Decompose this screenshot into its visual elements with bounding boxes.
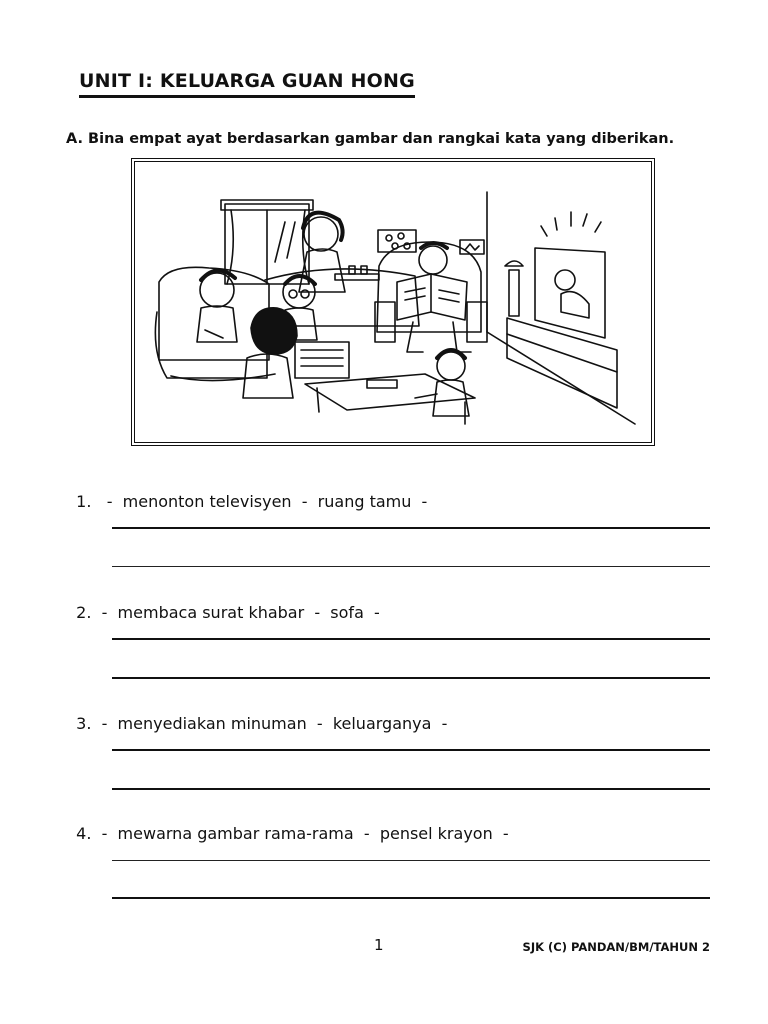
television bbox=[535, 212, 605, 338]
answer-line-2b[interactable] bbox=[112, 677, 710, 679]
question-4 bbox=[66, 805, 509, 843]
question-2-phrases: - membaca surat khabar - sofa - bbox=[101, 603, 380, 622]
question-4-number: 4. bbox=[76, 824, 92, 843]
answer-line-2a[interactable] bbox=[112, 638, 710, 640]
question-3-phrases: - menyediakan minuman - keluarganya - bbox=[101, 714, 448, 733]
answer-line-4a[interactable] bbox=[112, 860, 710, 861]
answer-line-4b[interactable] bbox=[112, 897, 710, 899]
question-2 bbox=[66, 584, 380, 622]
answer-line-3b[interactable] bbox=[112, 788, 710, 790]
answer-line-3a[interactable] bbox=[112, 749, 710, 751]
girl-with-laptop bbox=[243, 308, 349, 398]
school-code: SJK (C) PANDAN/BM/TAHUN 2 bbox=[522, 940, 710, 954]
father-reading-newspaper bbox=[397, 243, 471, 352]
question-3 bbox=[66, 695, 447, 733]
family-living-room-illustration bbox=[135, 162, 651, 442]
boy-on-sofa bbox=[197, 270, 237, 342]
question-1 bbox=[66, 473, 427, 511]
answer-line-1a[interactable] bbox=[112, 527, 710, 529]
answer-line-1b[interactable] bbox=[112, 566, 710, 567]
unit-title: UNIT I: KELUARGA GUAN HONG bbox=[79, 70, 415, 98]
question-4-phrases: - mewarna gambar rama-rama - pensel krayon - bbox=[101, 824, 509, 843]
question-3-number: 3. bbox=[76, 714, 92, 733]
instruction-text: A. Bina empat ayat berdasarkan gambar dan rangkai kata yang diberikan. bbox=[66, 131, 675, 147]
question-1-number: 1. bbox=[76, 492, 92, 511]
page-number: 1 bbox=[374, 936, 384, 954]
family-living-room-picture bbox=[131, 158, 655, 446]
question-1-phrases: - menonton televisyen - ruang tamu - bbox=[106, 492, 428, 511]
tv-cabinet bbox=[505, 261, 617, 408]
question-2-number: 2. bbox=[76, 603, 92, 622]
floor-line bbox=[487, 332, 635, 424]
